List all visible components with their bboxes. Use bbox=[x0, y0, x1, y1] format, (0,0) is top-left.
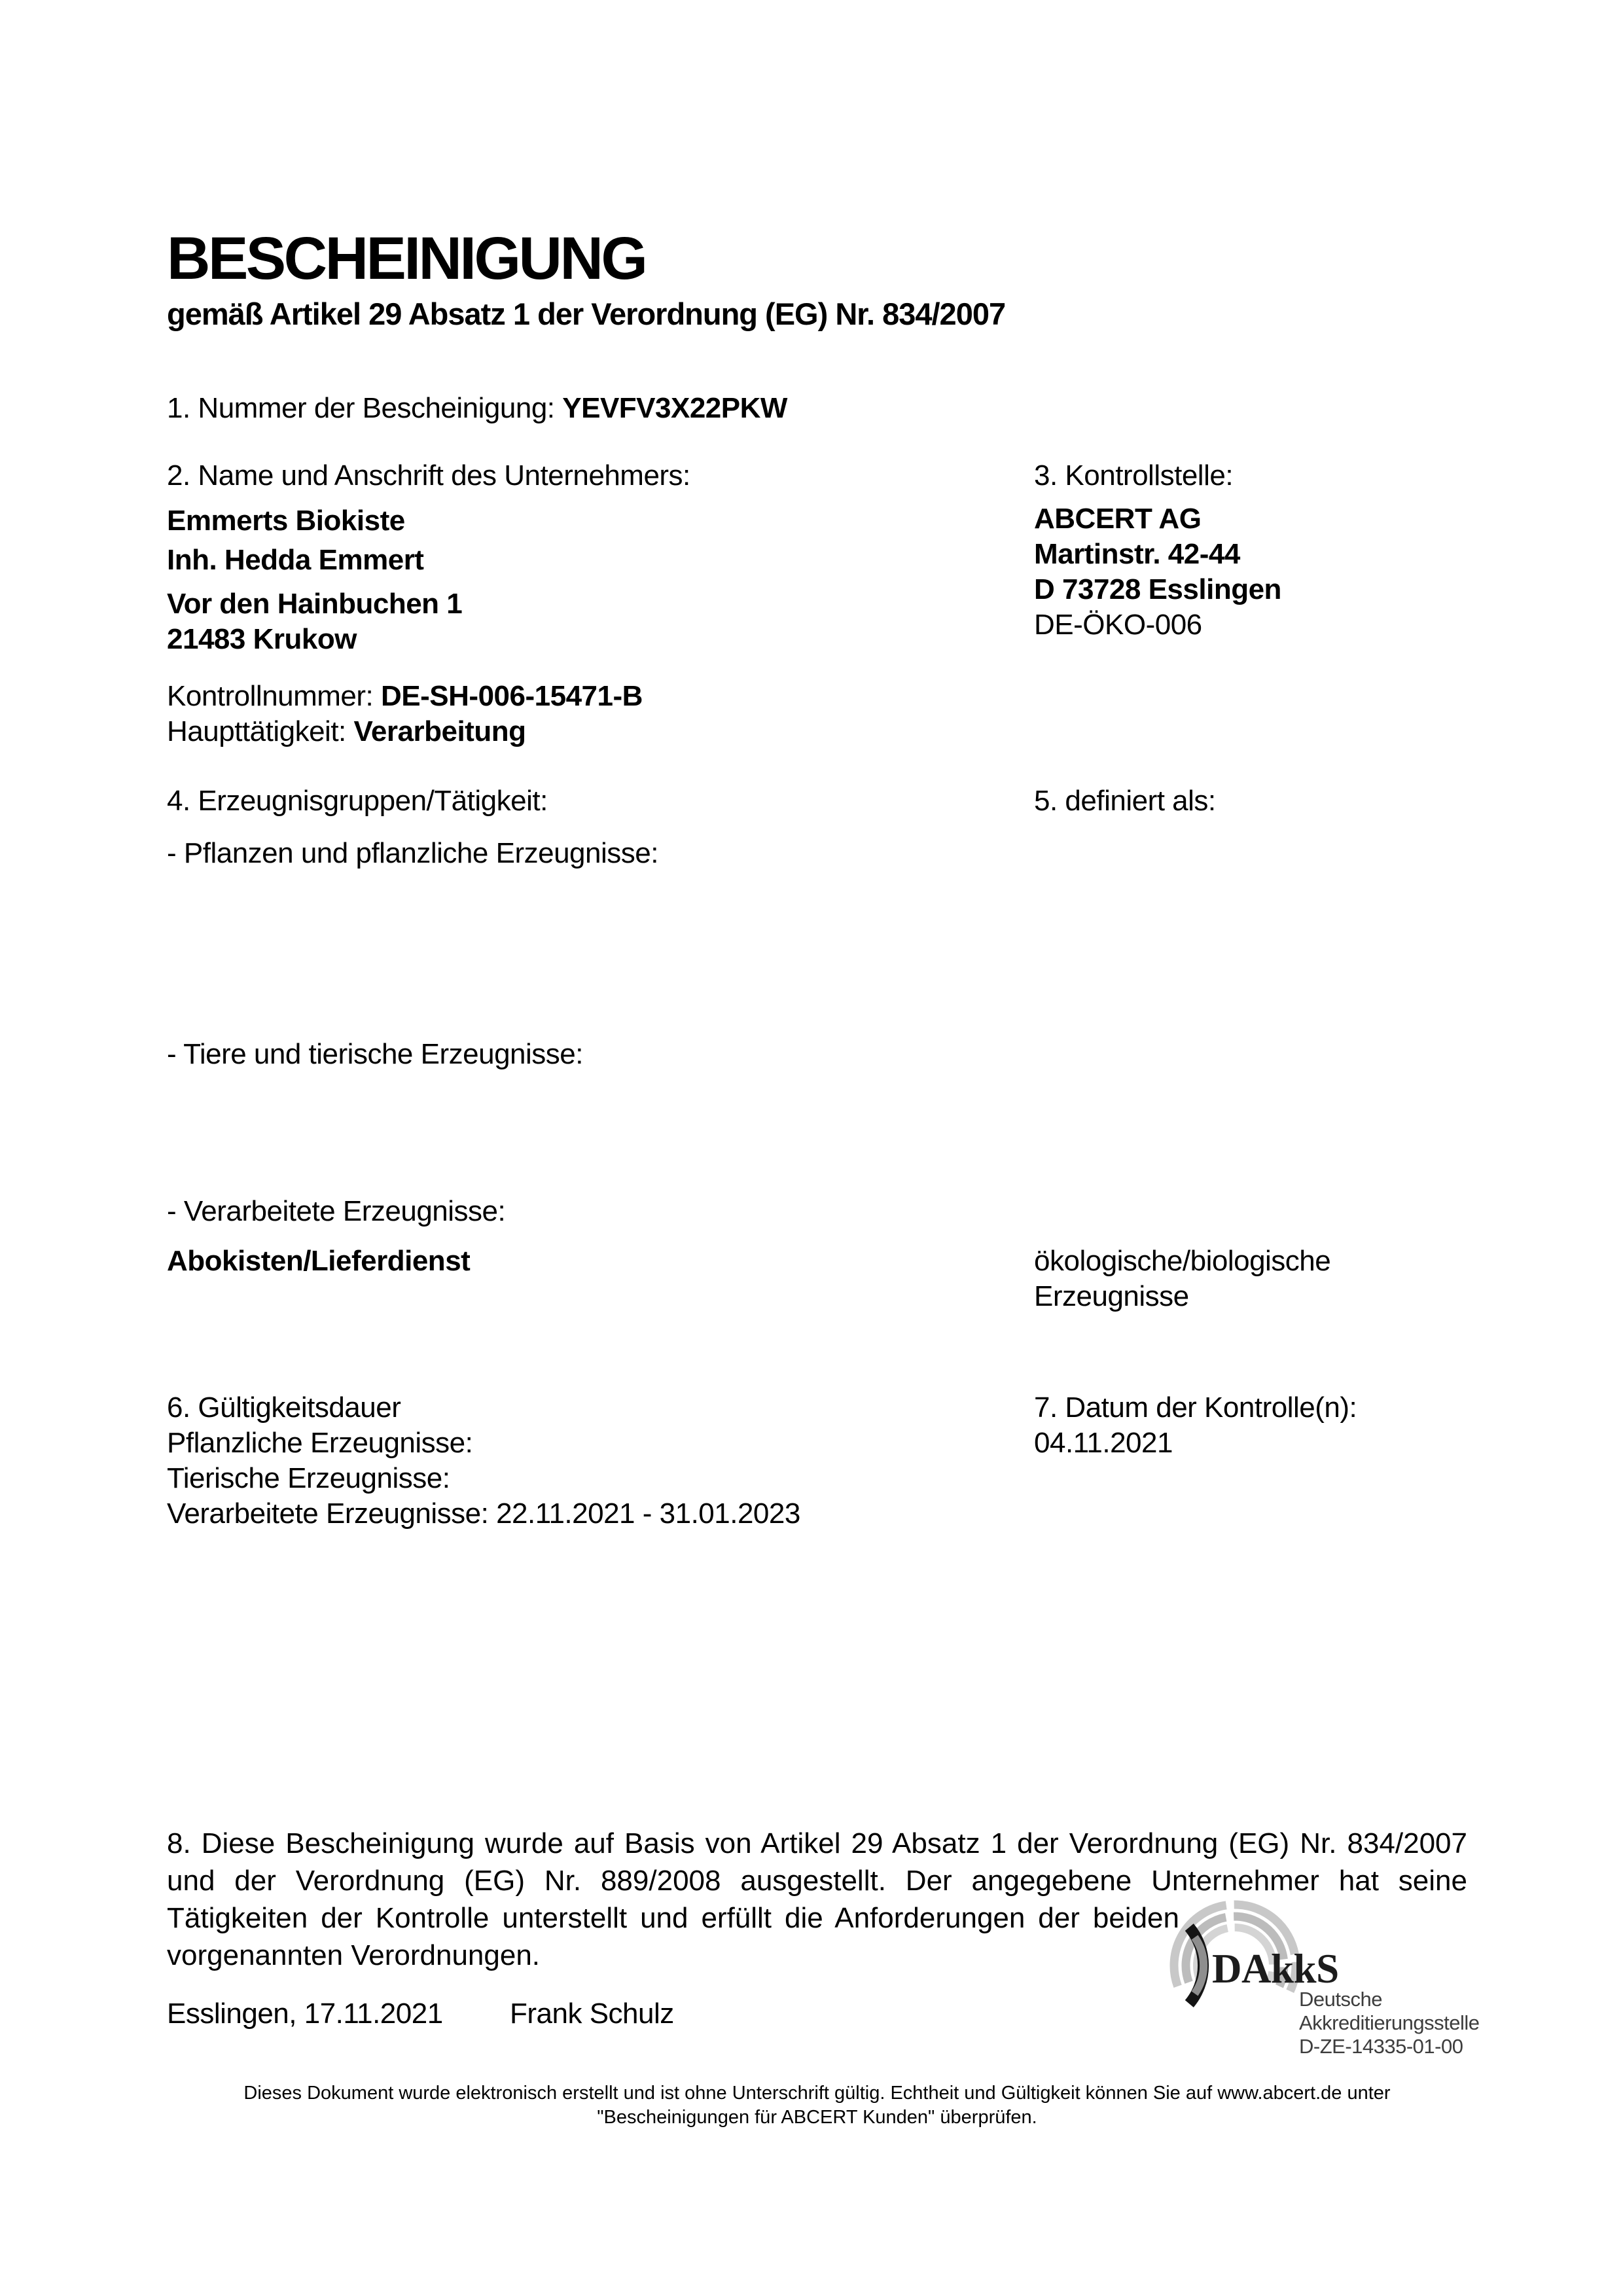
bullet-animals: - Tiere und tierische Erzeugnisse: bbox=[167, 1038, 583, 1070]
processed-products-value: Abokisten/Lieferdienst bbox=[167, 1245, 471, 1277]
defined-as-section-label: 5. definiert als: bbox=[1034, 785, 1216, 817]
control-body-street: Martinstr. 42-44 bbox=[1034, 538, 1240, 570]
control-body-section-label: 3. Kontrollstelle: bbox=[1034, 459, 1234, 492]
control-body-block bbox=[1034, 501, 1281, 643]
signature-place-date: Esslingen, 17.11.2021 bbox=[167, 1998, 443, 2030]
inspection-date-label: 7. Datum der Kontrolle(n): bbox=[1034, 1391, 1357, 1424]
operator-street: Vor den Hainbuchen 1 bbox=[167, 588, 463, 620]
dakks-text-line3: D-ZE-14335-01-00 bbox=[1299, 2035, 1463, 2058]
kontrollnummer-value: DE-SH-006-15471-B bbox=[381, 680, 643, 712]
kontrollnummer-label: Kontrollnummer: bbox=[167, 680, 382, 712]
footer-line2: "Bescheinigungen für ABCERT Kunden" überprüfen. bbox=[597, 2107, 1037, 2128]
operator-name-block bbox=[167, 501, 423, 580]
haupttaetigkeit-value: Verarbeitung bbox=[353, 715, 526, 747]
product-groups-section-label: 4. Erzeugnisgruppen/Tätigkeit: bbox=[167, 785, 548, 817]
defined-as-line1: ökologische/biologische bbox=[1034, 1245, 1331, 1277]
legal-paragraph-text: 8. Diese Bescheinigung wurde auf Basis von Artikel 29 Absatz 1 der Verordnung (EG) Nr. 834/2007 und der Verordnung (EG) Nr. 889/2008 ausgestellt. Der angegebene Unternehmer hat seine Tätigkeiten der Kontrolle unterstellt und erfüllt die Anforderungen der beiden vorgenannten Verordnungen. bbox=[167, 1827, 1467, 1971]
defined-as-value-block bbox=[1034, 1244, 1330, 1314]
operator-name-line1: Emmerts Biokiste bbox=[167, 505, 405, 537]
validity-animals: Tierische Erzeugnisse: bbox=[167, 1462, 450, 1494]
certificate-number-line bbox=[167, 391, 787, 426]
operator-control-block bbox=[167, 679, 643, 749]
signature-name: Frank Schulz bbox=[510, 1998, 674, 2030]
document-footer bbox=[167, 2081, 1467, 2130]
validity-section-label: 6. Gültigkeitsdauer bbox=[167, 1391, 401, 1424]
control-body-code: DE-ÖKO-006 bbox=[1034, 609, 1202, 641]
operator-address-block bbox=[167, 586, 462, 657]
control-body-city: D 73728 Esslingen bbox=[1034, 573, 1281, 605]
footer-line1: Dieses Dokument wurde elektronisch erstellt und ist ohne Unterschrift gültig. Echtheit und Gültigkeit können Sie auf www.abcert.de unter bbox=[243, 2083, 1391, 2104]
inspection-date-block bbox=[1034, 1390, 1357, 1461]
operator-section-label: 2. Name und Anschrift des Unternehmers: bbox=[167, 459, 690, 492]
certificate-number-value: YEVFV3X22PKW bbox=[562, 392, 787, 424]
haupttaetigkeit-line bbox=[167, 714, 643, 749]
haupttaetigkeit-label: Haupttätigkeit: bbox=[167, 715, 354, 747]
defined-as-line2: Erzeugnisse bbox=[1034, 1280, 1189, 1312]
kontrollnummer-line bbox=[167, 679, 643, 714]
control-body-name: ABCERT AG bbox=[1034, 503, 1202, 535]
validity-plants: Pflanzliche Erzeugnisse: bbox=[167, 1427, 473, 1459]
bullet-processed: - Verarbeitete Erzeugnisse: bbox=[167, 1195, 506, 1227]
certificate-number-label: 1. Nummer der Bescheinigung: bbox=[167, 392, 563, 424]
validity-processed: Verarbeitete Erzeugnisse: 22.11.2021 - 31.01.2023 bbox=[167, 1498, 800, 1530]
dakks-text-line1: Deutsche bbox=[1299, 1988, 1382, 2011]
operator-city: 21483 Krukow bbox=[167, 623, 357, 655]
operator-name-line2: Inh. Hedda Emmert bbox=[167, 544, 424, 576]
validity-block bbox=[167, 1390, 800, 1532]
dakks-wordmark: DAkkS bbox=[1212, 1946, 1339, 1992]
dakks-accreditation-logo bbox=[1165, 1897, 1531, 2093]
bullet-plants: - Pflanzen und pflanzliche Erzeugnisse: bbox=[167, 837, 658, 869]
document-subtitle: gemäß Artikel 29 Absatz 1 der Verordnung (EG) Nr. 834/2007 bbox=[167, 296, 1006, 331]
inspection-date-value: 04.11.2021 bbox=[1034, 1427, 1173, 1459]
document-title: BESCHEINIGUNG bbox=[167, 225, 646, 292]
dakks-text-line2: Akkreditierungsstelle bbox=[1299, 2011, 1480, 2034]
